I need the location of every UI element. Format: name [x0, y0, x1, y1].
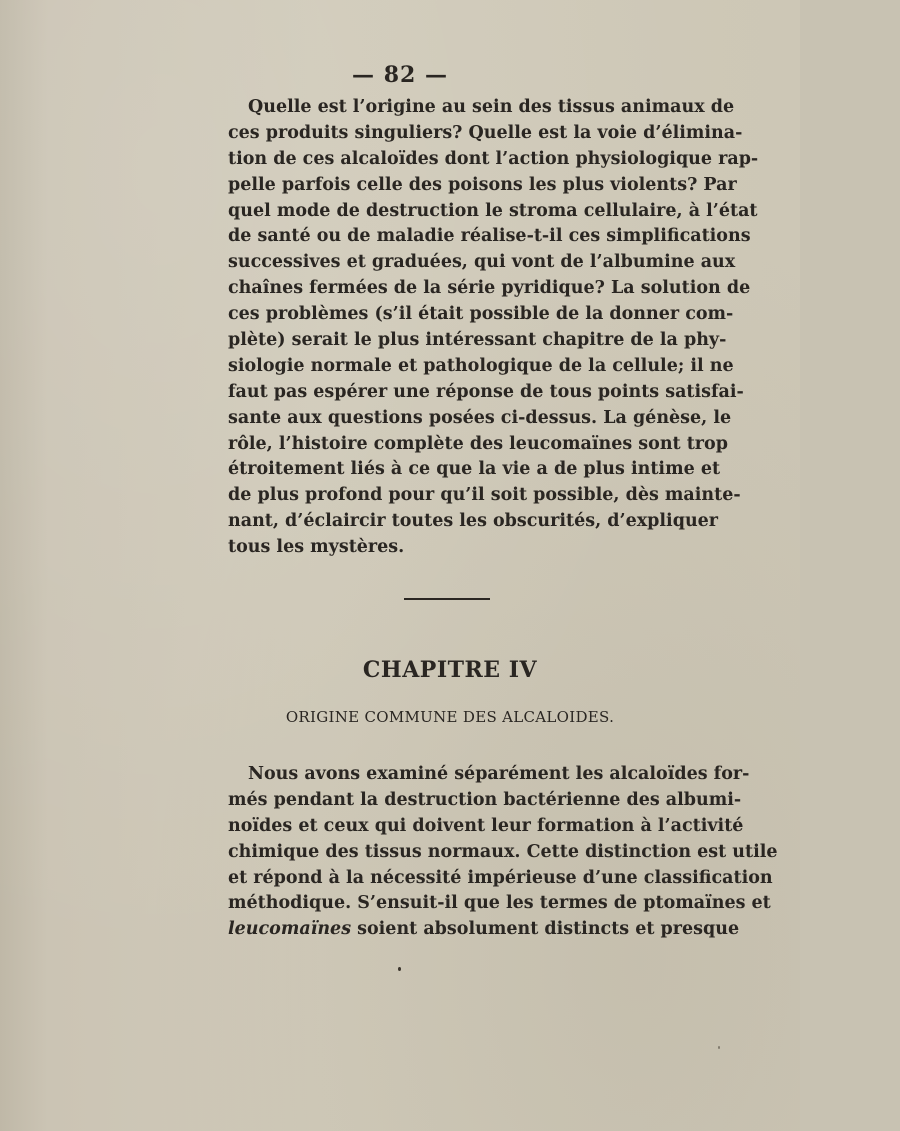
text-line: nant, d’éclaircir toutes les obscurités, d’expliquer: [228, 511, 719, 532]
page-number: — 82 —: [352, 62, 448, 88]
text-line: successives et graduées, qui vont de l’albumine aux: [228, 252, 736, 273]
italic-term: leucomaïnes: [228, 919, 352, 940]
text-line: et répond à la nécessité impérieuse d’une classification: [228, 867, 773, 888]
text-line: Nous avons examiné séparément les alcaloïdes for-: [248, 764, 750, 784]
text-line: quel mode de destruction le stroma cellulaire, à l’état: [228, 200, 758, 221]
paragraph-common-origin: [228, 762, 778, 943]
chapter-subtitle: ORIGINE COMMUNE DES ALCALOIDES.: [285, 708, 615, 726]
text-line: tous les mystères.: [228, 537, 405, 558]
text-line: sante aux questions posées ci-dessus. La génèse, le: [228, 407, 732, 428]
text-line: de santé ou de maladie réalise-t-il ces simplifications: [228, 226, 751, 247]
section-divider: [404, 598, 490, 600]
text-line: tion de ces alcaloïdes dont l’action physiologique rap-: [228, 148, 759, 169]
text-line: Quelle est l’origine au sein des tissus animaux de: [248, 97, 735, 117]
text-line: rôle, l’histoire complète des leucomaïnes sont trop: [228, 433, 728, 454]
text-line-last: [228, 917, 740, 943]
text-line: plète) serait le plus intéressant chapitre de la phy-: [228, 330, 727, 351]
text-line: ces produits singuliers? Quelle est la voie d’élimina-: [228, 122, 743, 143]
text-line: chaînes fermées de la série pyridique? La solution de: [228, 278, 751, 299]
text-line: de plus profond pour qu’il soit possible, dès mainte-: [228, 485, 741, 506]
text-line: étroitement liés à ce que la vie a de plus intime et: [228, 459, 721, 480]
text-line: noïdes et ceux qui doivent leur formation à l’activité: [228, 815, 744, 836]
paper-speck: [398, 967, 401, 971]
text-line: pelle parfois celle des poisons les plus violents? Par: [228, 174, 737, 195]
paragraph-origin-questions: [228, 95, 759, 561]
text-line: siologie normale et pathologique de la cellule; il ne: [228, 355, 734, 376]
text-line: ces problèmes (s’il était possible de la donner com-: [228, 304, 734, 325]
text-line: faut pas espérer une réponse de tous points satisfai-: [228, 381, 744, 402]
paper-speck: [718, 1046, 720, 1049]
chapter-title: CHAPITRE IV: [362, 657, 538, 683]
text-line: chimique des tissus normaux. Cette distinction est utile: [228, 841, 778, 862]
text-line: més pendant la destruction bactérienne des albumi-: [228, 789, 742, 810]
text-line: méthodique. S’ensuit-il que les termes de ptomaïnes et: [228, 893, 771, 914]
text-line-rest: soient absolument distincts et presque: [351, 919, 740, 940]
